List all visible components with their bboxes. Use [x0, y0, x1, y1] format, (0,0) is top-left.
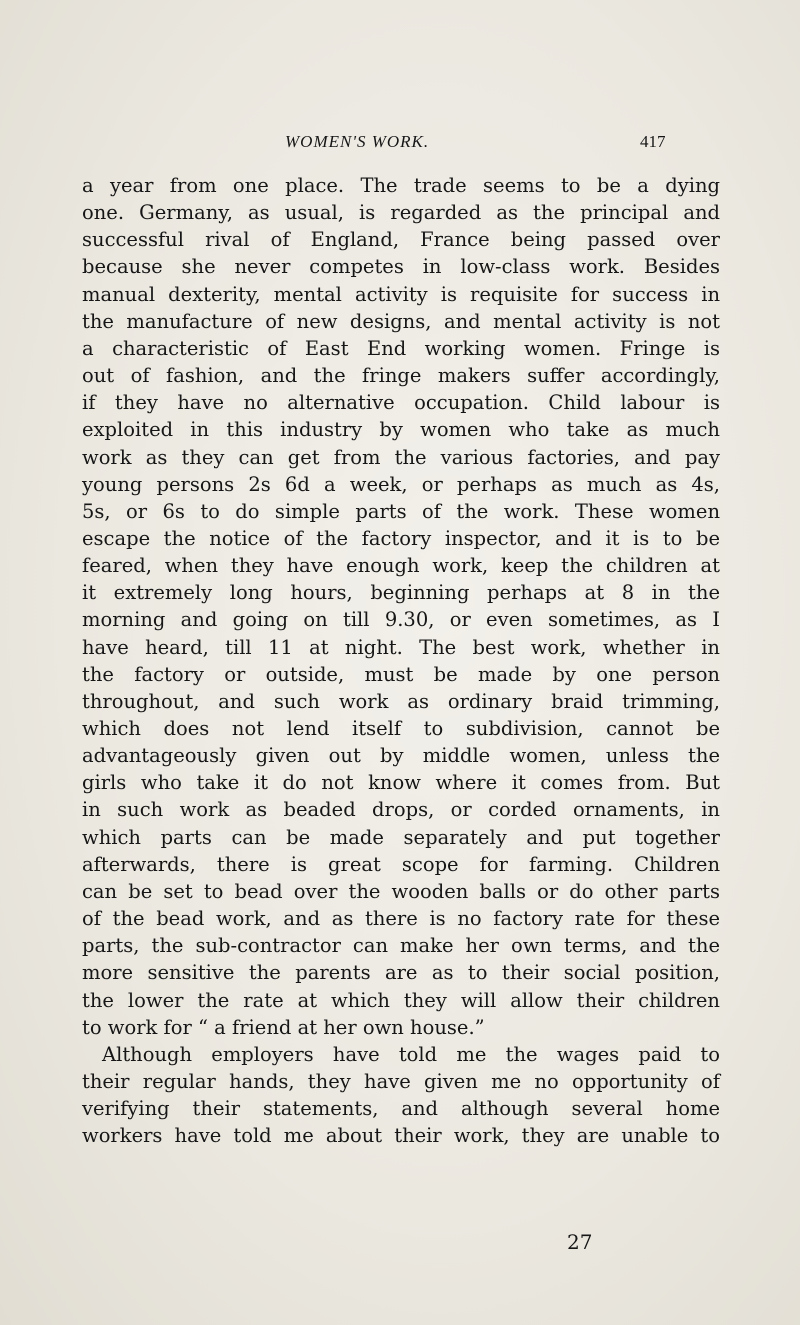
text-line: their regular hands, they have given me no opportunity of: [82, 1069, 720, 1093]
text-line: have heard, till 11 at night. The best work, whether in: [82, 635, 720, 659]
text-line: out of fashion, and the fringe makers suffer accordingly,: [82, 364, 720, 388]
text-line: advantageously given out by middle women, unless the: [82, 744, 720, 768]
text-line: of the bead work, and as there is no factory rate for these: [82, 907, 720, 931]
text-line: morning and going on till 9.30, or even sometimes, as I: [82, 608, 720, 632]
text-line: escape the notice of the factory inspector, and it is to be: [82, 526, 720, 550]
text-line: work as they can get from the various factories, and pay: [82, 445, 720, 469]
page-number: 417: [640, 132, 666, 151]
text-line: it extremely long hours, beginning perhaps at 8 in the: [82, 581, 720, 605]
text-line: more sensitive the parents are as to their social position,: [82, 961, 720, 985]
text-line: young persons 2s 6d a week, or perhaps as much as 4s,: [82, 472, 720, 496]
text-line: the factory or outside, must be made by one person: [82, 662, 720, 686]
text-line: in such work as beaded drops, or corded ornaments, in: [82, 798, 720, 822]
text-line: which parts can be made separately and put together: [82, 825, 720, 849]
running-title: WOMEN'S WORK.: [285, 132, 430, 151]
text-line: successful rival of England, France being passed over: [82, 228, 720, 252]
text-line: throughout, and such work as ordinary braid trimming,: [82, 689, 720, 713]
text-line: a characteristic of East End working women. Fringe is: [82, 336, 720, 360]
text-line: the lower the rate at which they will allow their children: [82, 988, 720, 1012]
running-head: [0, 132, 800, 162]
text-line: because she never competes in low-class work. Besides: [82, 255, 720, 279]
text-line: afterwards, there is great scope for farming. Children: [82, 852, 720, 876]
text-line: can be set to bead over the wooden balls or do other parts: [82, 879, 720, 903]
text-line: a year from one place. The trade seems to be a dying: [82, 174, 720, 197]
text-line: 5s, or 6s to do simple parts of the work. These women: [82, 499, 720, 523]
text-line: manual dexterity, mental activity is requisite for success in: [82, 282, 720, 306]
text-line: one. Germany, as usual, is regarded as the principal and: [82, 201, 720, 225]
text-line: verifying their statements, and although several home: [82, 1097, 720, 1121]
text-line: workers have told me about their work, they are unable to: [82, 1124, 720, 1148]
text-line: if they have no alternative occupation. Child labour is: [82, 391, 720, 415]
signature-mark: 27: [567, 1230, 593, 1254]
text-line: Although employers have told me the wages paid to: [102, 1042, 720, 1066]
text-line: which does not lend itself to subdivision, cannot be: [82, 717, 720, 740]
text-line: girls who take it do not know where it comes from. But: [82, 771, 720, 795]
text-line: the manufacture of new designs, and mental activity is not: [82, 309, 720, 333]
text-line: parts, the sub-contractor can make her own terms, and the: [82, 934, 720, 958]
text-line: feared, when they have enough work, keep the children at: [82, 554, 720, 578]
text-line: exploited in this industry by women who take as much: [82, 418, 720, 442]
text-line: to work for “ a friend at her own house.”: [82, 1015, 485, 1039]
